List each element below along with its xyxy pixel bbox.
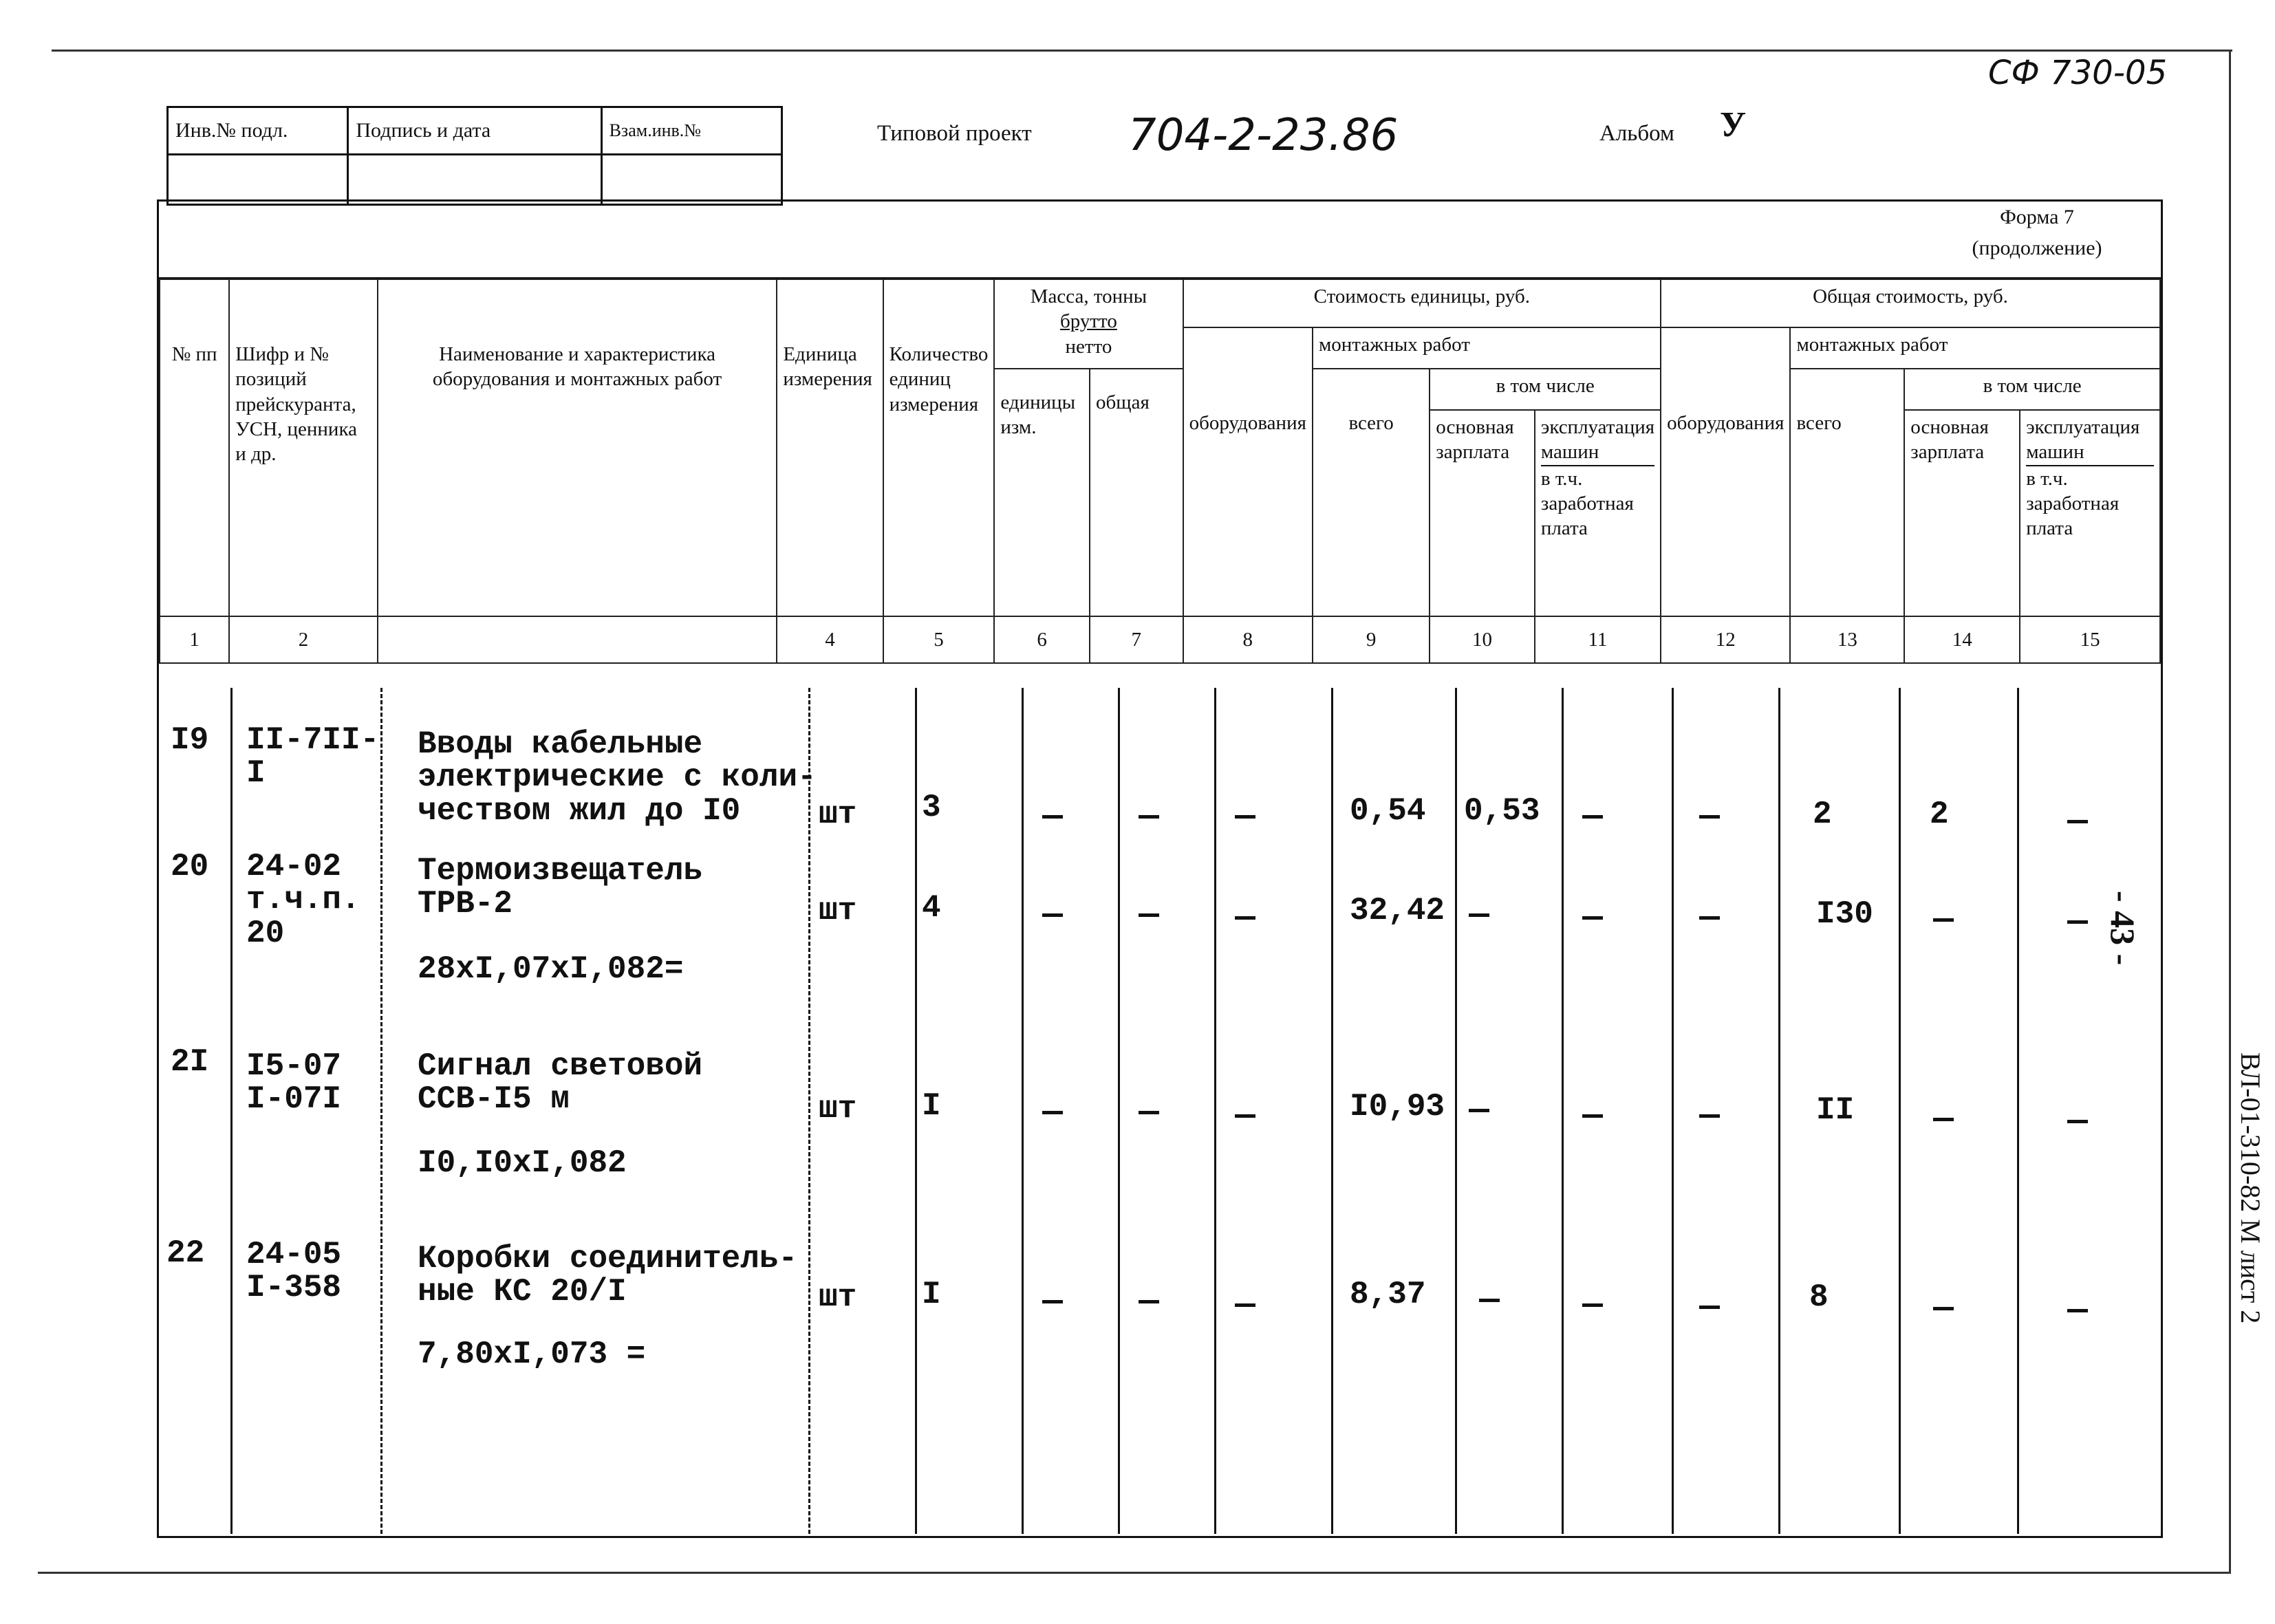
row-22-c7-dash [1139,1300,1159,1303]
row-20-c13: I30 [1816,896,1873,932]
stamp-vzam-inv: Взам.инв.№ [601,107,781,155]
colnum-13: 13 [1790,616,1904,663]
header-unit-cost: Стоимость единицы, руб. [1183,279,1661,327]
corner-stamp: СФ 730-05 [1988,54,2168,92]
header-c15-sub: в т.ч. заработная плата [2026,467,2120,539]
row-20-c7-dash [1139,913,1159,917]
row-19-c6-dash [1042,815,1063,819]
col-divider [1899,688,1901,1534]
row-21-c9: I0,93 [1350,1089,1445,1125]
colnum-6: 6 [994,616,1090,663]
row-21-num: 2I [171,1044,209,1080]
form-continuation: (продолжение) [1972,237,2102,259]
row-21-c13: II [1816,1092,1855,1128]
column-header [159,279,2161,664]
row-19-c12-dash [1699,815,1720,819]
stamp-signature-date: Подпись и дата [348,107,601,155]
row-21-c12-dash [1699,1114,1720,1118]
row-22-c15-dash [2067,1309,2088,1312]
row-20-c9: 32,42 [1350,893,1445,929]
row-22-c9: 8,37 [1350,1277,1426,1312]
colnum-3 [378,616,777,663]
col-divider [1672,688,1674,1534]
header-c11-sub: в т.ч. заработная плата [1540,467,1634,539]
stamp-vzam-inv-value [601,155,781,205]
row-21-calc: I0,I0хI,082 [418,1145,627,1181]
row-20-name: Термоизвещатель ТРВ-2 [418,853,703,922]
row-19-code: II-7II- I [246,722,380,792]
header-c10: основная зарплата [1430,410,1535,616]
row-22-num: 22 [166,1235,205,1271]
row-20-unit: шт [819,893,857,929]
header-mass [994,279,1183,369]
row-19-c8-dash [1235,815,1255,819]
header-brutto: брутто [1060,310,1117,333]
colnum-15: 15 [2020,616,2160,663]
row-22-c14-dash [1933,1307,1954,1310]
row-19-name: Вводы кабельные электрические с коли- чеством жил до I0 [418,726,817,829]
row-21-qty: I [922,1088,941,1124]
row-21-c14-dash [1933,1118,1954,1121]
row-20-c11-dash [1582,916,1603,920]
row-22-c8-dash [1235,1303,1255,1307]
project-label: Типовой проект [877,121,1032,146]
colnum-4: 4 [777,616,883,663]
row-22-c13: 8 [1809,1279,1829,1315]
outer-top-rule [52,50,2232,52]
header-c7: общая [1090,369,1183,616]
header-unit-including: в том числе [1430,369,1661,410]
colnum-9: 9 [1313,616,1430,663]
header-c3: Наименование и характеристика оборудования и монтажных работ [378,279,777,616]
row-19-c13: 2 [1813,797,1832,832]
stamp-inv-podl: Инв.№ подл. [168,107,348,155]
header-c11 [1535,410,1661,616]
row-19-c7-dash [1139,815,1159,819]
header-c2: Шифр и № позиций прейскуранта, УСН, ценника и др. [229,279,378,616]
colnum-14: 14 [1904,616,2020,663]
row-21-c8-dash [1235,1114,1255,1118]
header-c12: оборудования [1661,327,1790,616]
col-divider [1214,688,1216,1534]
row-20-c15-dash [2067,920,2088,924]
row-20-num: 20 [171,849,209,885]
header-c13: всего [1790,369,1904,616]
row-19-c14: 2 [1930,797,1949,832]
outer-right-rule [2229,50,2231,1574]
col-divider [1118,688,1120,1534]
row-22-c10-dash [1479,1299,1500,1302]
row-21-unit: шт [819,1091,857,1127]
row-20-qty: 4 [922,890,941,926]
col-divider [1455,688,1457,1534]
row-20-c6-dash [1042,913,1063,917]
row-21-c6-dash [1042,1111,1063,1114]
row-22-calc: 7,80хI,073 = [418,1336,646,1372]
header-c14: основная зарплата [1904,410,2020,616]
inventory-stamp [166,106,783,206]
row-21-c10-dash [1469,1109,1489,1112]
form-note [1948,202,2126,263]
header-total-cost: Общая стоимость, руб. [1661,279,2160,327]
col-divider [915,688,917,1534]
colnum-5: 5 [883,616,995,663]
row-19-qty: 3 [922,790,941,825]
header-c6: единицы изм. [994,369,1090,616]
col-divider [1562,688,1564,1534]
header-netto: нетто [1065,335,1112,358]
colnum-1: 1 [160,616,229,663]
row-20-c14-dash [1933,918,1954,922]
colnum-11: 11 [1535,616,1661,663]
side-code: ВЛ-01-310-82 М лист 2 [2235,1052,2266,1324]
header-total-montage: монтажных работ [1790,327,2160,369]
row-21-code: I5-07 I-07I [246,1048,342,1118]
row-19-c9: 0,54 [1350,793,1426,829]
form-number: Форма 7 [2000,206,2074,228]
row-21-c7-dash [1139,1111,1159,1114]
album-value: У [1720,105,1747,144]
project-number: 704-2-23.86 [1128,110,1399,161]
row-20-c12-dash [1699,916,1720,920]
row-22-code: 24-05 I-358 [246,1237,342,1306]
page-number: - 43 - [2104,891,2142,966]
header-c1: № пп [160,279,229,616]
colnum-8: 8 [1183,616,1313,663]
header-c9: всего [1313,369,1430,616]
colnum-2: 2 [229,616,378,663]
header-c8: оборудования [1183,327,1313,616]
row-22-name: Коробки соединитель- ные КС 20/I [418,1241,798,1310]
row-20-c10-dash [1469,913,1489,917]
row-19-num: I9 [171,722,209,758]
row-19-c11-dash [1582,815,1603,819]
col-divider [2017,688,2019,1534]
row-20-code: 24-02 т.ч.п. 20 [246,849,360,951]
row-22-c11-dash [1582,1303,1603,1307]
row-22-unit: шт [819,1279,857,1315]
row-22-qty: I [922,1277,941,1312]
colnum-7: 7 [1090,616,1183,663]
header-c5: Количество единиц измерения [883,279,995,616]
row-19-c10: 0,53 [1464,793,1540,829]
header-c15-machines: эксплуатация машин [2026,415,2154,466]
stamp-inv-podl-value [168,155,348,205]
header-unit-montage: монтажных работ [1313,327,1661,369]
header-mass-label: Масса, тонны [1030,285,1147,307]
row-19-c15-dash [2067,820,2088,823]
row-21-c11-dash [1582,1114,1603,1118]
row-21-c15-dash [2067,1120,2088,1123]
row-22-c6-dash [1042,1300,1063,1303]
col-divider [380,688,382,1534]
header-c11-machines: эксплуатация машин [1541,415,1654,466]
row-20-calc: 28хI,07хI,082= [418,951,684,987]
row-20-c8-dash [1235,916,1255,920]
row-21-name: Сигнал световой ССВ-I5 м [418,1048,703,1118]
stamp-signature-date-value [348,155,601,205]
header-c4: Единица измерения [777,279,883,616]
outer-bottom-rule [38,1572,2229,1574]
colnum-12: 12 [1661,616,1790,663]
album-label: Альбом [1599,121,1674,146]
header-total-including: в том числе [1904,369,2160,410]
colnum-10: 10 [1430,616,1535,663]
row-22-c12-dash [1699,1306,1720,1309]
header-c15 [2020,410,2160,616]
col-divider [1022,688,1024,1534]
col-divider [230,688,233,1534]
col-divider [1778,688,1780,1534]
row-19-unit: шт [819,797,857,832]
col-divider [1331,688,1333,1534]
